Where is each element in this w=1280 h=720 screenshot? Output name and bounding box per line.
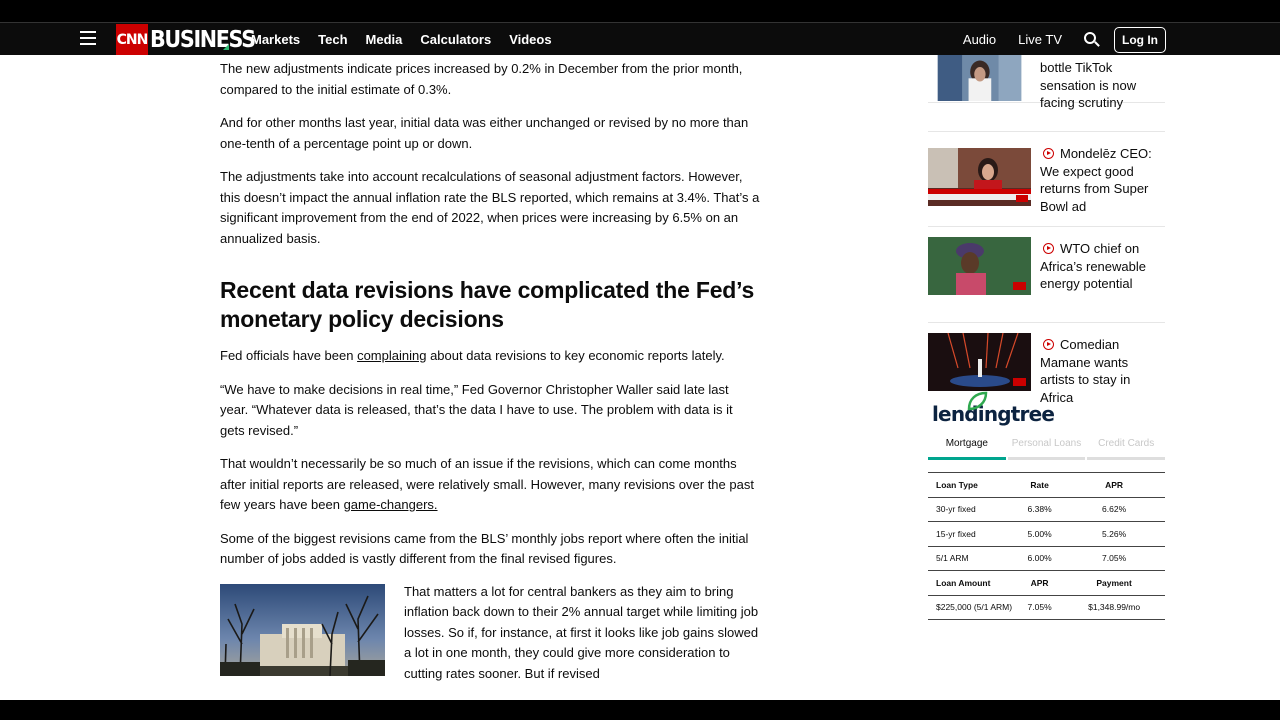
video-thumbnail[interactable]	[928, 148, 1031, 206]
video-item[interactable]	[928, 55, 1165, 110]
video-thumbnail[interactable]	[928, 333, 1031, 391]
logo-triangle-icon	[223, 44, 229, 50]
tab-personal-loans[interactable]: Personal Loans	[1008, 438, 1086, 460]
nav-link-markets[interactable]: Markets	[251, 32, 301, 47]
paragraph	[220, 346, 760, 367]
table-row[interactable]	[928, 522, 1165, 547]
column-header: APR	[1016, 571, 1063, 596]
play-icon	[1043, 243, 1054, 254]
menu-icon[interactable]	[80, 31, 96, 45]
table-header-row	[928, 473, 1165, 498]
complaining-link[interactable]: complaining	[357, 348, 427, 363]
primary-nav	[251, 23, 570, 56]
column-header: Rate	[1016, 473, 1063, 498]
video-title-text: WTO chief on Africa’s renewable energy potential	[1040, 241, 1146, 291]
lendingtree-logo[interactable]: lendingtree	[932, 402, 1055, 426]
audio-link[interactable]: Audio	[962, 32, 997, 47]
play-icon	[1043, 148, 1054, 159]
paragraph: That matters a lot for central bankers as they aim to bring inflation back down to their 2% annual target while limiting job losses. So if, for instance, at first it looks like job gains slowed a lot in one month, they could give more consideration to cutting rates sooner. But if revised	[404, 583, 759, 681]
column-header: APR	[1063, 473, 1165, 498]
table-header-row	[928, 571, 1165, 596]
article-body	[220, 55, 760, 684]
lendingtree-tabs	[928, 438, 1165, 460]
table-row[interactable]	[928, 546, 1165, 571]
section-heading: Recent data revisions have complicated the Fed’s monetary policy decisions	[220, 277, 755, 332]
nav-link-videos[interactable]: Videos	[509, 32, 552, 47]
live-tv-link[interactable]: Live TV	[1018, 32, 1062, 47]
sidebar	[928, 55, 1165, 419]
video-title-text: bottle TikTok sensation is now facing scrutiny	[1040, 60, 1137, 110]
video-title[interactable]	[1040, 240, 1165, 322]
paragraph-text: That wouldn’t necessarily be so much of an issue if the revisions, which can come months after initial reports are released, were relatively small. However, many revisions over the past few years have been	[220, 456, 754, 512]
window-top-bar	[0, 0, 1280, 22]
video-title-text: Comedian Mamane wants artists to stay in Africa	[1040, 337, 1131, 405]
game-changers-link[interactable]: game-changers.	[343, 497, 438, 512]
window-bottom-bar	[0, 700, 1280, 720]
table-cell: $1,348.99/mo	[1063, 595, 1165, 620]
paragraph-text: about data revisions to key economic reports lately.	[426, 348, 725, 363]
nav-link-calculators[interactable]: Calculators	[420, 32, 492, 47]
mortgage-rates-table	[928, 472, 1165, 620]
video-thumbnail[interactable]	[928, 237, 1031, 295]
table-cell: 7.05%	[1016, 595, 1063, 620]
table-cell: 6.00%	[1016, 546, 1063, 571]
video-title-text: Mondelēz CEO: We expect good returns from Super Bowl ad	[1040, 146, 1152, 214]
nav-link-tech[interactable]: Tech	[318, 32, 348, 47]
table-cell: 5.26%	[1063, 522, 1165, 547]
video-item[interactable]	[928, 131, 1165, 227]
table-cell: 7.05%	[1063, 546, 1165, 571]
column-header: Loan Amount	[928, 571, 1016, 596]
table-row[interactable]	[928, 595, 1165, 620]
table-cell: 5.00%	[1016, 522, 1063, 547]
table-cell: 6.38%	[1016, 497, 1063, 522]
paragraph: The adjustments take into account recalculations of seasonal adjustment factors. However, this doesn’t impact the annual inflation rate the BLS reported, which remains at 3.4%. That’s a significant improvement from the end of 2022, when prices were increasing by 6.5% on an annualized basis.	[220, 169, 760, 246]
video-item[interactable]	[928, 227, 1165, 323]
table-cell: 15-yr fixed	[928, 522, 1016, 547]
column-header: Payment	[1063, 571, 1165, 596]
site-header	[0, 22, 1280, 55]
business-wordmark: BUSINESS	[150, 26, 255, 53]
paragraph: Some of the biggest revisions came from the BLS’ monthly jobs report where often the initial number of jobs added is vastly different from the final revised figures.	[220, 530, 749, 566]
table-cell: 30-yr fixed	[928, 497, 1016, 522]
table-row[interactable]	[928, 497, 1165, 522]
paragraph: The new adjustments indicate prices increased by 0.2% in December from the prior month, compared to the initial estimate of 0.3%.	[220, 61, 743, 97]
table-cell: $225,000 (5/1 ARM)	[928, 595, 1016, 620]
cnn-business-logo[interactable]	[116, 24, 266, 55]
video-title[interactable]	[1040, 145, 1165, 226]
table-cell: 6.62%	[1063, 497, 1165, 522]
paragraph	[220, 454, 760, 516]
video-thumbnail[interactable]	[928, 55, 1031, 101]
play-icon	[1043, 339, 1054, 350]
cnn-logo-mark: CNN	[116, 24, 148, 55]
tab-credit-cards[interactable]: Credit Cards	[1087, 438, 1165, 460]
nav-link-media[interactable]: Media	[365, 32, 403, 47]
image-text-block	[220, 583, 760, 685]
login-button[interactable]: Log In	[1114, 27, 1166, 53]
video-title[interactable]	[1040, 59, 1165, 110]
paragraph: “We have to make decisions in real time,” Fed Governor Christopher Waller said late last year. “Whatever data is released, that’s the data I have to use. The problem with data is it gets revised.”	[220, 381, 733, 438]
search-icon[interactable]	[1084, 32, 1100, 48]
column-header: Loan Type	[928, 473, 1016, 498]
video-title[interactable]	[1040, 336, 1165, 419]
tab-mortgage[interactable]: Mortgage	[928, 438, 1006, 460]
header-actions	[941, 23, 1166, 56]
leaf-icon	[966, 391, 988, 411]
federal-reserve-building-image[interactable]	[220, 584, 385, 676]
table-cell: 5/1 ARM	[928, 546, 1016, 571]
paragraph-text: Fed officials have been	[220, 348, 358, 363]
paragraph: And for other months last year, initial data was either unchanged or revised by no more than one-tenth of a percentage point up or down.	[220, 115, 749, 151]
